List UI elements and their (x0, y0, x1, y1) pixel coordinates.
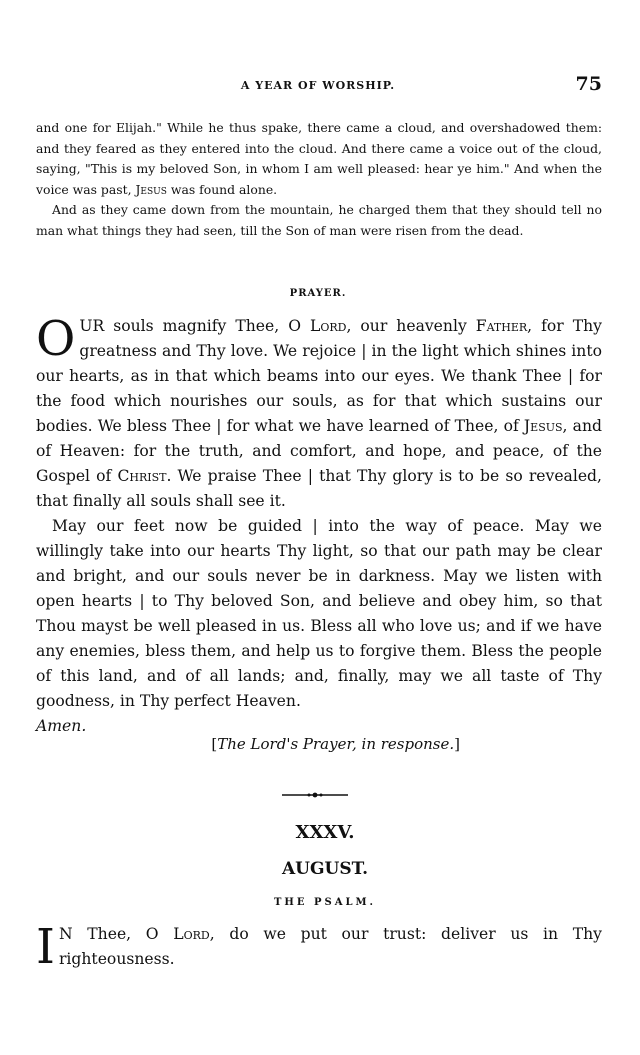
rubric-text: The Lord's Prayer, in response. (217, 735, 455, 753)
scripture-reading (36, 118, 602, 241)
name-jesus: Jesus (523, 417, 563, 435)
page-header (34, 73, 602, 97)
name-christ: Christ (117, 467, 167, 485)
prayer-text (36, 311, 602, 739)
prayer-text-segment: , for Thy greatness and Thy love. We rejoice | in the light which shines into our hearts, as in that which beams into our eyes. We thank Thee | for the food which nourishes our souls, as for that which sustains our bodies. We bless Thee | for what we have learned of Thee, of (36, 317, 602, 435)
psalm-text-segment: N Thee, O (58, 925, 174, 943)
section-divider-ornament (280, 790, 350, 800)
page-number: 75 (575, 73, 602, 95)
section-number: XXXV. (295, 822, 355, 843)
prayer-text-segment: , and of Heaven: for the truth, and comfort, and hope, and peace, of the Gospel of (36, 417, 602, 485)
prayer-text-segment: May our feet now be guided | into the way of peace. May we willingly take into our hearts Thy light, so that our path may be clear and bright, and our souls never be in darkness. May we listen with open hearts | to Thy beloved Son, and believe and obey him, so that Thou mayst be well pleased in us. Bless all who love us; and if we have any enemies, bless them, and help us to forgive them. Bless the people of this land, and of all lands; and, finally, may we all taste of Thy goodness, in Thy perfect Heaven. (36, 517, 602, 710)
name-lord: Lord (173, 925, 210, 943)
rubric-bracket-close: ] (454, 735, 460, 753)
psalm-paragraph (36, 919, 602, 975)
prayer-paragraph-2 (36, 514, 602, 739)
rubric (36, 735, 460, 753)
psalm-heading: THE PSALM. (273, 897, 377, 908)
name-father: Father (475, 317, 528, 335)
scripture-paragraph-2: And as they came down from the mountain, he charged them that they should tell no man what things they had seen, till the Son of man were risen from the dead. (36, 202, 602, 238)
prayer-heading: PRAYER. (289, 288, 347, 299)
prayer-text-segment: . We praise Thee | that Thy glory is to be so revealed, that finally all souls shall see it. (36, 467, 602, 510)
psalm-text-segment: , do we put our trust: deliver us in Thy righteousness. (58, 925, 602, 968)
section-title: AUGUST. (281, 859, 368, 879)
drop-cap: O (36, 311, 76, 367)
name-jesus: Jesus (135, 181, 167, 197)
rubric-bracket-open: [ (211, 735, 218, 753)
running-title: A YEAR OF WORSHIP. (240, 79, 396, 92)
psalm-text (36, 919, 602, 975)
scripture-paragraph-1 (36, 118, 602, 200)
scripture-text: and one for Elijah." While he thus spake, there came a cloud, and overshadowed them: and they feared as they entered into the cloud. And there came a voice out of the cloud, saying, "This is my beloved Son, in whom I am well pleased: hear ye him." And when the voice was past, (36, 120, 602, 197)
prayer-text-segment: UR souls magnify Thee, O (79, 317, 310, 335)
prayer-text-segment: , our heavenly (346, 317, 476, 335)
drop-cap: I (36, 919, 55, 975)
amen: Amen. (36, 717, 87, 735)
name-lord: Lord (309, 317, 347, 335)
prayer-paragraph-1 (36, 311, 602, 514)
scripture-text: was found alone. (166, 181, 278, 197)
